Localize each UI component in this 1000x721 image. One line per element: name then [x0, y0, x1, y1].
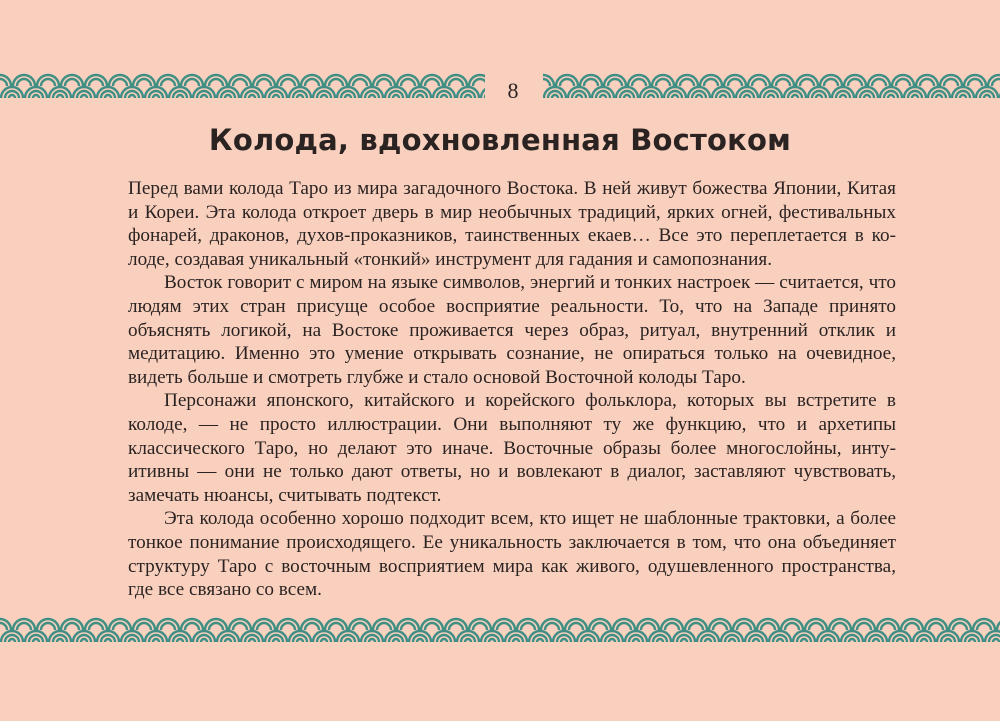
top-right-wave-ornament [543, 72, 1000, 102]
page-title: Колода, вдохновленная Востоком [208, 123, 792, 157]
seigaiha-wave-icon [543, 72, 1000, 102]
body-text [128, 177, 896, 602]
seigaiha-wave-icon [0, 72, 485, 102]
seigaiha-wave-icon [0, 616, 1000, 646]
paragraph: Восток говорит с миром на языке символов, энергий и тонких настроек — считается, что людям этих стран присуще особое восприятие реальности. То, что на Западе принято объяснять логикой, на Востоке проживается через образ, ритуал, внутренний отклик и медитацию. Именно это умение открывать сознание, не опираться только на очевидное, видеть больше и смотреть глубже и стало основой Восточной колоды Таро. [128, 272, 896, 388]
paragraph: Эта колода особенно хорошо подходит всем, кто ищет не шаблонные трактовки, а более тонкое понимание происходящего. Ее уникальность заключается в том, что она объединяет структуру Таро с восточным восприятием мира как живого, одушевленного пространства, где все связано со всем. [128, 508, 896, 601]
page-number: 8 [507, 78, 519, 103]
paragraph: Персонажи японского, китайского и корейского фольклора, которых вы встретите в колоде, — не просто иллюстрации. Они выполняют ту же функцию, что и архетипы классического Таро, но делают это иначе. Восточные образы более многослойны, интуитивны — они не только дают ответы, но и вовлекают в диалог, заставляют чувствовать, замечать нюансы, считывать подтекст. [128, 390, 896, 506]
paragraph: Перед вами колода Таро из мира загадочного Востока. В ней живут божества Японии, Китая и Кореи. Эта колода откроет дверь в мир необычных традиций, ярких огней, фестивальных фонарей, драконов, духов-проказников, таинственных екаев… Все это переплетается в колоде, создавая уникальный «тонкий» инструмент для гадания и самопознания. [128, 178, 896, 270]
top-left-wave-ornament [0, 72, 485, 102]
bottom-wave-ornament [0, 616, 1000, 646]
